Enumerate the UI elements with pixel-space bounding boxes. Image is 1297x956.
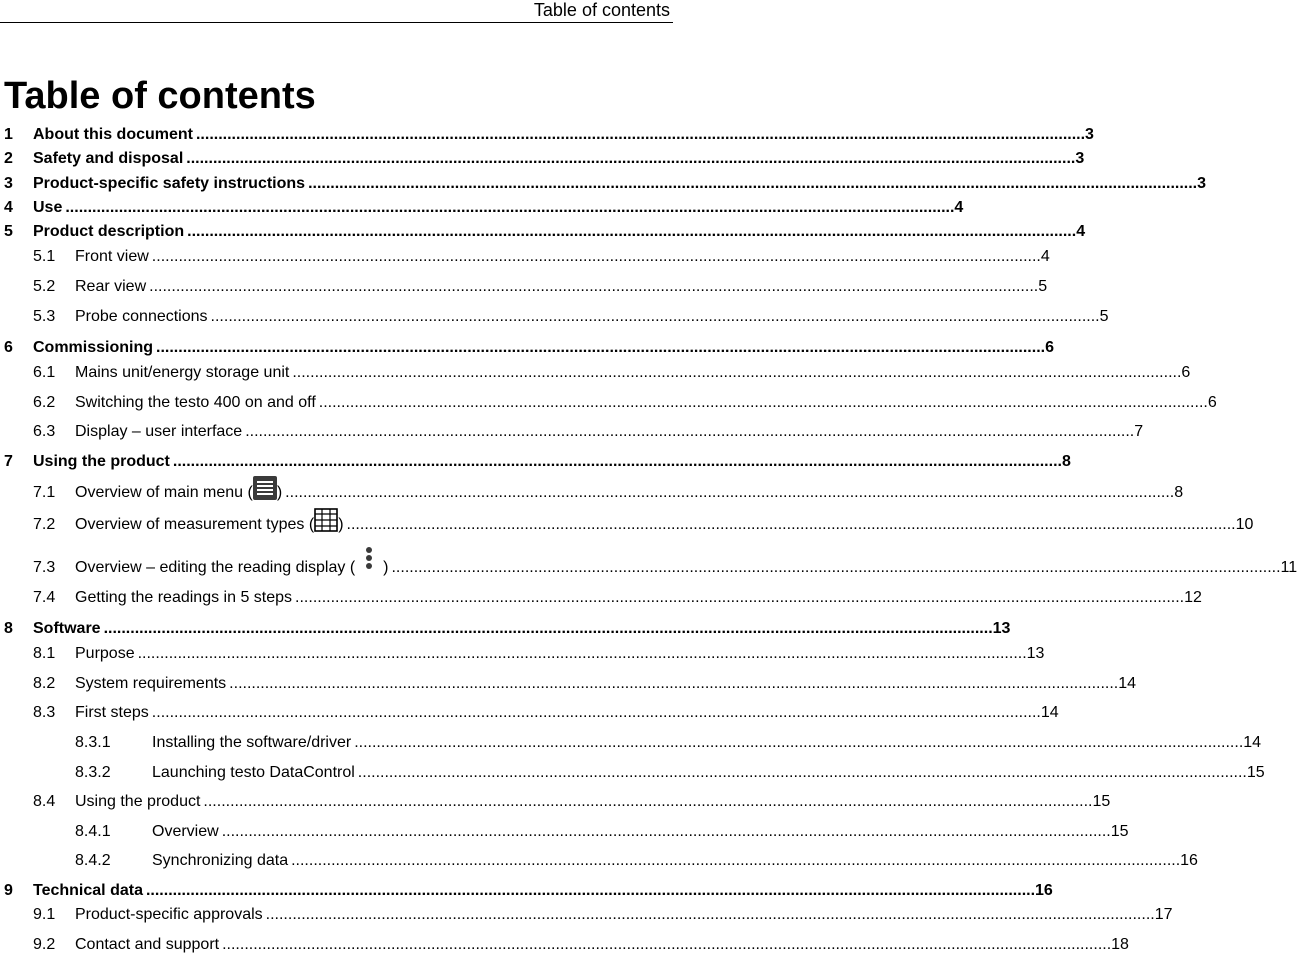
toc-leader: ........................................................................................................................................................................................................: [221, 823, 1111, 840]
toc-title: Front view: [75, 248, 149, 265]
toc-leader: ........................................................................................................................................................................................................: [292, 364, 1182, 381]
toc-number: 6.2: [33, 394, 56, 411]
toc-number: 2: [4, 150, 13, 167]
toc-leader: ........................................................................................................................................................................................................: [137, 645, 1027, 662]
toc-entry-product-specific-approvals[interactable]: [0, 904, 1173, 926]
toc-title-text: ): [276, 484, 283, 501]
toc-page-number: 10: [1235, 516, 1254, 533]
toc-title: Technical data: [33, 882, 143, 899]
toc-title: Synchronizing data: [152, 852, 289, 869]
toc-title-text: ): [338, 516, 344, 533]
toc-number: 5.3: [33, 308, 56, 325]
toc-number: 8.3.2: [75, 764, 111, 781]
toc-entry-overview-measurement-types[interactable]: [0, 514, 1254, 536]
toc-number: 7.2: [33, 516, 56, 533]
toc-leader: ........................................................................................................................................................................................................: [203, 793, 1093, 810]
toc-number: 8.2: [33, 675, 56, 692]
toc-entry-about-this-document[interactable]: [0, 124, 1094, 146]
toc-page-number: 15: [1110, 823, 1129, 840]
toc-title: System requirements: [75, 675, 227, 692]
toc-leader: ........................................................................................................................................................................................................: [156, 339, 1046, 356]
toc-title: About this document: [33, 126, 193, 143]
toc-title: [75, 514, 344, 536]
toc-entry-contact-and-support[interactable]: [0, 934, 1129, 956]
toc-number: 6.1: [33, 364, 56, 381]
toc-title: Mains unit/energy storage unit: [75, 364, 290, 381]
toc-entry-display-user-interface[interactable]: [0, 421, 1144, 443]
toc-number: 4: [4, 199, 13, 216]
toc-page-number: 4: [954, 199, 964, 216]
toc-leader: ........................................................................................................................................................................................................: [186, 150, 1076, 167]
toc-title: Installing the software/driver: [152, 734, 352, 751]
toc-page-number: 7: [1134, 423, 1144, 440]
toc-title: Using the product: [33, 453, 170, 470]
toc-entry-overview-main-menu[interactable]: [0, 482, 1184, 504]
toc-leader: ........................................................................................................................................................................................................: [318, 394, 1208, 411]
toc-entry-mains-unit[interactable]: [0, 362, 1191, 384]
running-header-title: Table of contents: [533, 0, 670, 20]
toc-number: 7.3: [33, 559, 56, 576]
toc-title-text: ): [383, 559, 389, 576]
toc-title: Launching testo DataControl: [152, 764, 355, 781]
toc-entry-overview[interactable]: [0, 821, 1129, 843]
toc-leader: ........................................................................................................................................................................................................: [295, 589, 1185, 606]
toc-page-number: 14: [1040, 704, 1059, 721]
toc-page-number: 11: [1280, 559, 1297, 576]
toc-page-number: 3: [1075, 150, 1085, 167]
toc-leader: ........................................................................................................................................................................................................: [195, 126, 1086, 143]
toc-entry-system-requirements[interactable]: [0, 673, 1137, 695]
toc-page-number: 6: [1181, 364, 1191, 381]
toc-title: Purpose: [75, 645, 135, 662]
toc-number: 9.2: [33, 936, 56, 953]
toc-leader: ........................................................................................................................................................................................................: [145, 882, 1036, 899]
toc-title: Overview: [152, 823, 219, 840]
toc-page-number: 3: [1197, 175, 1207, 192]
toc-page-number: 16: [1035, 882, 1053, 899]
toc-number: 8.4.2: [75, 852, 111, 869]
toc-leader: ........................................................................................................................................................................................................: [357, 764, 1247, 781]
toc-title-text: Overview of measurement types (: [75, 516, 315, 533]
toc-entry-product-description[interactable]: [0, 221, 1086, 243]
toc-number: 7: [4, 453, 13, 470]
toc-number: 8.4.1: [75, 823, 111, 840]
toc-title: Product-specific approvals: [75, 906, 263, 923]
toc-entry-use[interactable]: [0, 197, 964, 219]
toc-title: Product-specific safety instructions: [33, 175, 306, 192]
toc-number: 5.1: [33, 248, 56, 265]
toc-number: 9.1: [33, 906, 56, 923]
toc-title: Rear view: [75, 278, 147, 295]
toc-number: 8.4: [33, 793, 56, 810]
toc-number: 8.1: [33, 645, 56, 662]
toc-entry-probe-connections[interactable]: [0, 306, 1109, 328]
toc-entry-safety-and-disposal[interactable]: [0, 148, 1085, 170]
toc-entry-product-specific-safety-instructions[interactable]: [0, 173, 1207, 195]
toc-leader: ........................................................................................................................................................................................................: [308, 175, 1198, 192]
toc-entry-first-steps[interactable]: [0, 702, 1059, 724]
toc-title: Software: [33, 620, 101, 637]
toc-page-number: 5: [1099, 308, 1109, 325]
toc-number: 5: [4, 223, 13, 240]
toc-title: Display – user interface: [75, 423, 243, 440]
toc-entry-software[interactable]: [0, 618, 1011, 640]
toc-leader: ........................................................................................................................................................................................................: [285, 484, 1175, 501]
toc-page-number: 17: [1154, 906, 1173, 923]
toc-page-number: 6: [1045, 339, 1054, 356]
toc-title: Getting the readings in 5 steps: [75, 589, 293, 606]
toc-entry-rear-view[interactable]: [0, 276, 1048, 298]
toc-number: 8: [4, 620, 13, 637]
toc-leader: ........................................................................................................................................................................................................: [222, 936, 1112, 953]
grid-table-icon: [314, 508, 338, 532]
toc-title-text: Overview – editing the reading display (: [75, 559, 356, 576]
vertical-dots-icon: [355, 545, 383, 575]
toc-page-number: 16: [1180, 852, 1198, 869]
toc-page-number: 6: [1207, 394, 1217, 411]
toc-page-number: 13: [992, 620, 1011, 637]
toc-entry-getting-readings[interactable]: [0, 587, 1202, 609]
toc-title: Using the product: [75, 793, 201, 810]
toc-leader: ........................................................................................................................................................................................................: [187, 223, 1077, 240]
toc-leader: ........................................................................................................................................................................................................: [172, 453, 1062, 470]
toc-page-number: 15: [1246, 764, 1265, 781]
toc-entry-technical-data[interactable]: [0, 880, 1053, 902]
toc-number: 6: [4, 339, 13, 356]
toc-title: Use: [33, 199, 63, 216]
toc-leader: ........................................................................................................................................................................................................: [229, 675, 1119, 692]
toc-number: 7.4: [33, 589, 56, 606]
toc-title: First steps: [75, 704, 149, 721]
toc-leader: ........................................................................................................................................................................................................: [291, 852, 1181, 869]
toc-page-number: 8: [1061, 453, 1071, 470]
toc-title: Product description: [33, 223, 185, 240]
toc-title: Switching the testo 400 on and off: [75, 394, 316, 411]
toc-number: 6.3: [33, 423, 56, 440]
toc-page-number: 8: [1174, 484, 1184, 501]
toc-leader: ........................................................................................................................................................................................................: [245, 423, 1135, 440]
toc-entry-front-view[interactable]: [0, 246, 1050, 268]
toc-title: Commissioning: [33, 339, 154, 356]
toc-leader: ........................................................................................................................................................................................................: [354, 734, 1244, 751]
toc-number: 3: [4, 175, 13, 192]
toc-title: [75, 482, 282, 504]
toc-leader: ........................................................................................................................................................................................................: [210, 308, 1100, 325]
toc-page-number: 4: [1040, 248, 1050, 265]
hamburger-menu-icon: [253, 476, 277, 500]
toc-title: Safety and disposal: [33, 150, 184, 167]
toc-page-number: 3: [1085, 126, 1094, 143]
toc-page-number: 14: [1118, 675, 1137, 692]
toc-title-text: Overview of main menu (: [75, 484, 253, 501]
toc-entry-using-the-product-software[interactable]: [0, 791, 1111, 813]
toc-title: [75, 557, 388, 579]
toc-number: 8.3.1: [75, 734, 111, 751]
toc-leader: ........................................................................................................................................................................................................: [265, 906, 1155, 923]
toc-entry-purpose[interactable]: [0, 643, 1045, 665]
toc-page-number: 4: [1076, 223, 1086, 240]
toc-entry-overview-reading-display[interactable]: [0, 557, 1297, 579]
toc-entry-launching-datacontrol[interactable]: [0, 762, 1265, 784]
toc-entry-installing-software[interactable]: [0, 732, 1262, 754]
toc-entry-commissioning[interactable]: [0, 337, 1054, 359]
toc-leader: ........................................................................................................................................................................................................: [151, 248, 1041, 265]
toc-page-number: 18: [1111, 936, 1129, 953]
toc-number: 7.1: [33, 484, 56, 501]
page-title: Table of contents: [4, 75, 316, 117]
toc-leader: ........................................................................................................................................................................................................: [65, 199, 955, 216]
toc-page-number: 14: [1243, 734, 1262, 751]
toc-title: Contact and support: [75, 936, 220, 953]
toc-leader: ........................................................................................................................................................................................................: [346, 516, 1236, 533]
toc-entry-synchronizing-data[interactable]: [0, 850, 1198, 872]
toc-page-number: 12: [1184, 589, 1202, 606]
running-header: [0, 0, 673, 23]
toc-leader: ........................................................................................................................................................................................................: [151, 704, 1041, 721]
toc-number: 1: [4, 126, 13, 143]
toc-page-number: 13: [1026, 645, 1045, 662]
toc-leader: ........................................................................................................................................................................................................: [149, 278, 1039, 295]
toc-number: 9: [4, 882, 13, 899]
toc-leader: ........................................................................................................................................................................................................: [391, 559, 1281, 576]
toc-title: Probe connections: [75, 308, 208, 325]
toc-number: 8.3: [33, 704, 56, 721]
toc-entry-using-the-product[interactable]: [0, 451, 1071, 473]
toc-number: 5.2: [33, 278, 56, 295]
toc-page-number: 5: [1038, 278, 1048, 295]
toc-page-number: 15: [1092, 793, 1111, 810]
toc-entry-switching-on-off[interactable]: [0, 392, 1217, 414]
toc-leader: ........................................................................................................................................................................................................: [103, 620, 993, 637]
